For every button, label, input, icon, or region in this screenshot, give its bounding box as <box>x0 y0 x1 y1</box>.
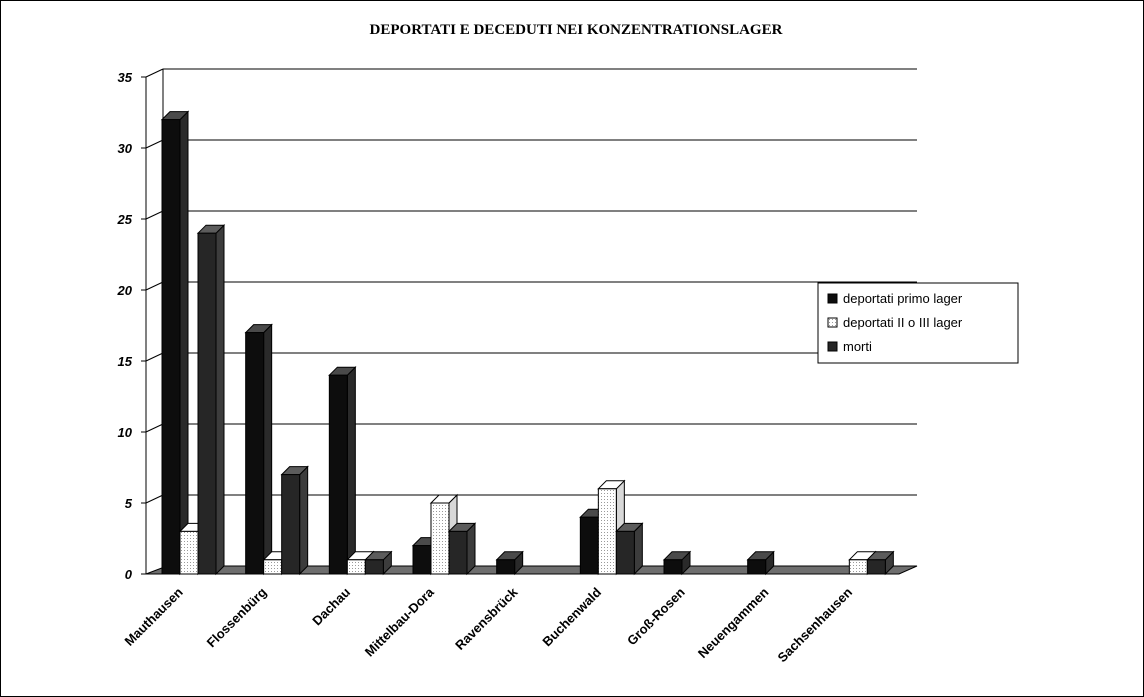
legend-swatch <box>828 318 837 327</box>
x-tick-label: Buchenwald <box>539 584 605 650</box>
legend-label: morti <box>843 339 872 354</box>
gridline-depth <box>146 495 163 503</box>
bar <box>329 367 355 574</box>
y-tick-label: 15 <box>117 354 132 369</box>
x-tick-label: Mauthausen <box>121 584 186 649</box>
y-tick-label: 10 <box>117 425 132 440</box>
bar <box>246 325 272 574</box>
gridline-depth <box>146 282 163 290</box>
chart-title: DEPORTATI E DECEDUTI NEI KONZENTRATIONSLAGER <box>369 22 783 38</box>
legend-label: deportati primo lager <box>843 291 963 306</box>
bar <box>616 523 642 574</box>
legend-swatch <box>828 342 837 351</box>
y-tick-label: 30 <box>117 141 132 156</box>
x-axis <box>122 584 856 665</box>
legend-label: deportati II o III lager <box>843 315 963 330</box>
gridline-depth <box>146 211 163 219</box>
x-tick-label: Mittelbau-Dora <box>361 584 437 660</box>
y-axis <box>117 69 163 582</box>
bar-chart <box>1 1 1143 696</box>
gridline-depth <box>146 69 163 77</box>
x-tick-label: Sachsenhausen <box>774 584 856 666</box>
x-tick-label: Ravensbrück <box>452 584 521 653</box>
bars <box>162 112 893 574</box>
bar <box>198 225 224 574</box>
y-tick-label: 20 <box>117 283 132 298</box>
y-tick-label: 25 <box>117 212 132 227</box>
x-tick-label: Flossenbürg <box>203 584 270 651</box>
gridline-depth <box>146 140 163 148</box>
gridline-depth <box>146 424 163 432</box>
y-tick-label: 35 <box>117 70 132 85</box>
gridline-depth <box>146 353 163 361</box>
legend <box>818 283 1018 363</box>
x-tick-label: Neuengammen <box>694 584 772 662</box>
legend-swatch <box>828 294 837 303</box>
x-tick-label: Groß-Rosen <box>624 584 688 649</box>
bar <box>162 112 188 574</box>
y-tick-label: 5 <box>124 496 132 511</box>
bar <box>282 467 308 574</box>
bar <box>449 523 475 574</box>
x-tick-label: Dachau <box>309 584 354 629</box>
y-tick-label: 0 <box>124 567 132 582</box>
